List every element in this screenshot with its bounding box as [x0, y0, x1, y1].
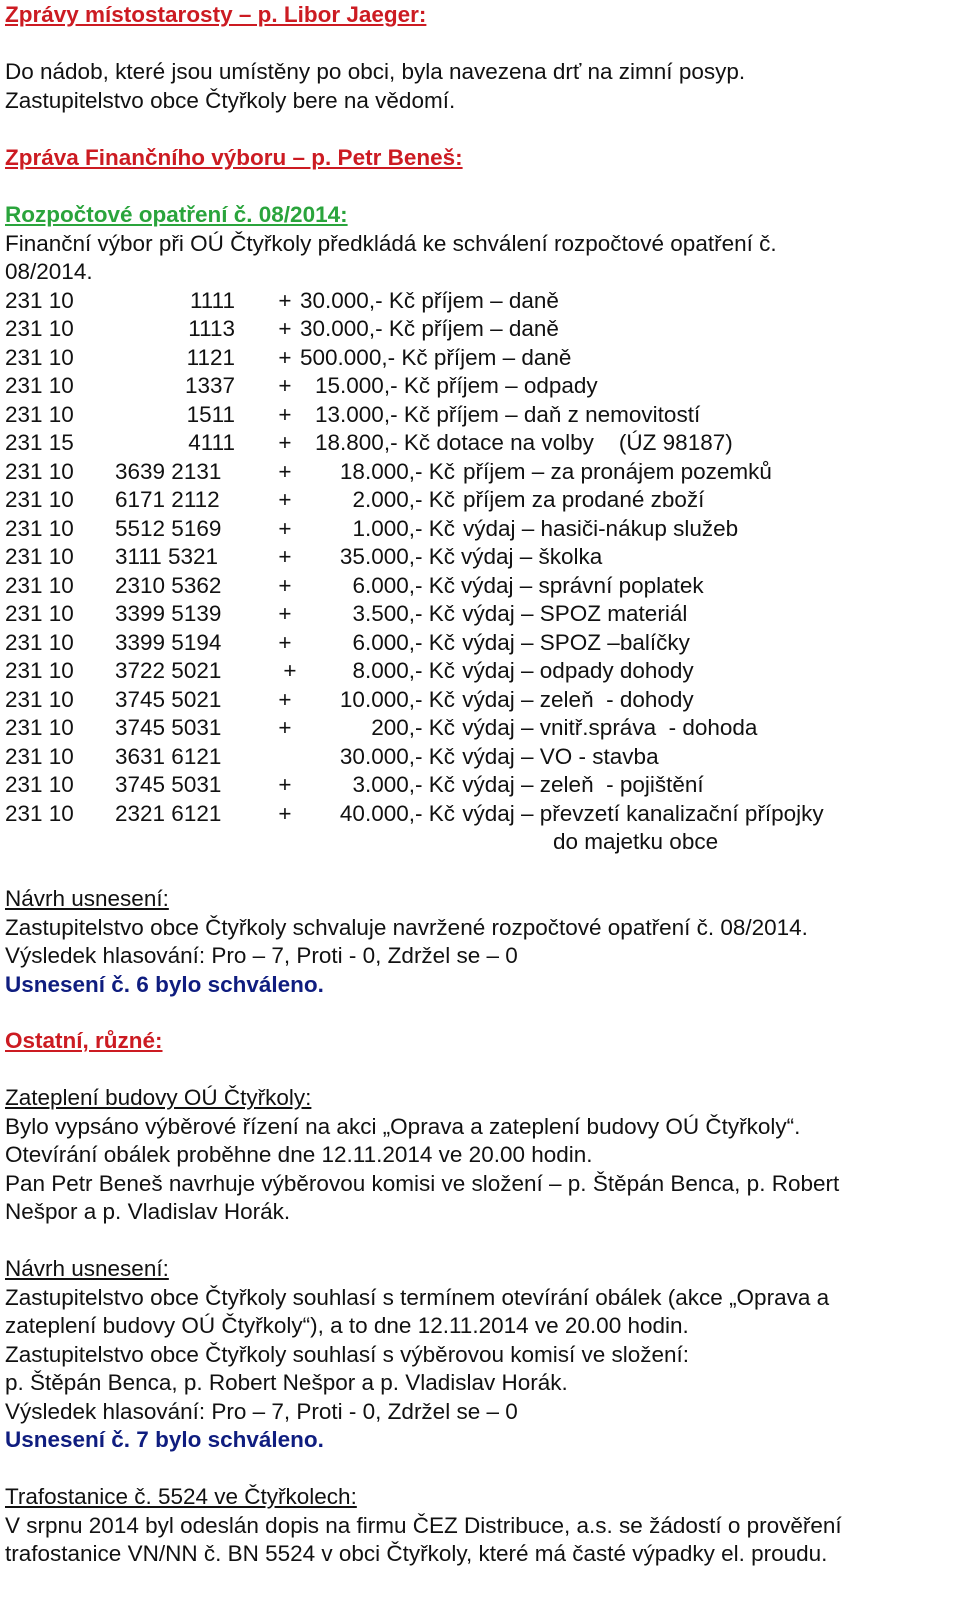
budget-sign: +	[278, 316, 292, 341]
budget-code: 3631 6121	[115, 744, 222, 769]
budget-sign: +	[278, 544, 292, 569]
resolution-approved: Usnesení č. 7 bylo schváleno.	[5, 1427, 324, 1452]
budget-code: 3399 5194	[115, 630, 222, 655]
budget-account: 231 15	[5, 430, 74, 455]
budget-amount: 3.000,- Kč	[352, 772, 455, 797]
budget-sign: +	[278, 402, 292, 427]
heading-financni-vybor: Zpráva Finančního výboru – p. Petr Beneš:	[5, 145, 463, 170]
budget-amount: 18.800,- Kč dotace na volby (ÚZ 98187)	[315, 430, 733, 455]
budget-description: výdaj – SPOZ –balíčky	[456, 630, 690, 655]
budget-account: 231 10	[5, 744, 74, 769]
budget-row	[5, 770, 955, 799]
budget-row	[5, 314, 955, 343]
budget-description: výdaj – vnitř.správa - dohoda	[456, 715, 758, 740]
budget-sign: +	[278, 601, 292, 626]
budget-code: 3722 5021	[115, 658, 222, 683]
paragraph-line: Zastupitelstvo obce Čtyřkoly souhlasí s výběrovou komisí ve složení:	[5, 1342, 690, 1367]
budget-amount: 18.000,- Kč	[339, 459, 455, 484]
budget-code: 3745 5031	[115, 772, 222, 797]
budget-code: 3639 2131	[115, 459, 222, 484]
budget-sign: +	[278, 516, 292, 541]
budget-code: 3111 5321	[115, 544, 219, 569]
heading-mistostarosta: Zprávy místostarosty – p. Libor Jaeger:	[5, 2, 427, 27]
budget-account: 231 10	[5, 373, 74, 398]
paragraph-line: Zastupitelstvo obce Čtyřkoly schvaluje navržené rozpočtové opatření č. 08/2014.	[5, 915, 808, 940]
paragraph-line: Pan Petr Beneš navrhuje výběrovou komisi ve složení – p. Štěpán Benca, p. Robert	[5, 1171, 840, 1196]
budget-sign: +	[278, 430, 292, 455]
budget-description: výdaj – převzetí kanalizační přípojky	[456, 801, 824, 826]
paragraph-line: zateplení budovy OÚ Čtyřkoly“), a to dne 12.11.2014 ve 20.00 hodin.	[5, 1313, 689, 1338]
vote-result: Výsledek hlasování: Pro – 7, Proti - 0, Zdržel se – 0	[5, 943, 518, 968]
budget-sign: +	[278, 687, 292, 712]
budget-item: 1121	[186, 345, 235, 370]
navrh-usneseni-label: Návrh usnesení:	[5, 1256, 169, 1281]
budget-row	[5, 400, 955, 429]
budget-item: 1511	[186, 402, 235, 427]
budget-sign: +	[278, 373, 292, 398]
budget-row	[5, 656, 955, 685]
budget-description: příjem – za pronájem pozemků	[463, 459, 772, 484]
budget-item: 1337	[184, 373, 235, 398]
budget-code: 3745 5031	[115, 715, 222, 740]
budget-description-continuation: do majetku obce	[553, 829, 719, 854]
paragraph-line: 08/2014.	[5, 259, 93, 284]
resolution-approved: Usnesení č. 6 bylo schváleno.	[5, 972, 324, 997]
budget-description: příjem za prodané zboží	[463, 487, 705, 512]
budget-row	[5, 742, 955, 771]
budget-account: 231 10	[5, 544, 74, 569]
budget-amount: 40.000,- Kč	[339, 801, 455, 826]
budget-item: 4111	[188, 430, 235, 455]
budget-amount: 2.000,- Kč	[352, 487, 455, 512]
budget-account: 231 10	[5, 459, 74, 484]
budget-account: 231 10	[5, 687, 74, 712]
budget-sign: +	[278, 573, 292, 598]
budget-description: výdaj – VO - stavba	[456, 744, 659, 769]
budget-account: 231 10	[5, 516, 74, 541]
budget-item: 1111	[189, 288, 235, 313]
budget-code: 3399 5139	[115, 601, 222, 626]
vote-result: Výsledek hlasování: Pro – 7, Proti - 0, Zdržel se – 0	[5, 1399, 518, 1424]
budget-row	[5, 599, 955, 628]
budget-sign: +	[283, 658, 297, 683]
budget-amount: 3.500,- Kč	[352, 601, 455, 626]
budget-amount: 35.000,- Kč	[339, 544, 455, 569]
budget-account: 231 10	[5, 288, 74, 313]
budget-row	[5, 286, 955, 315]
budget-amount: 6.000,- Kč	[352, 573, 455, 598]
budget-row	[5, 371, 955, 400]
heading-ostatni: Ostatní, různé:	[5, 1028, 163, 1053]
budget-row	[5, 628, 955, 657]
budget-item: 1113	[188, 316, 235, 341]
budget-row	[5, 542, 955, 571]
subheading-rozpoctove-opatreni: Rozpočtové opatření č. 08/2014:	[5, 202, 348, 227]
budget-amount: 500.000,- Kč příjem – daně	[300, 345, 572, 370]
budget-amount: 8.000,- Kč	[352, 658, 455, 683]
paragraph-line: Zastupitelstvo obce Čtyřkoly souhlasí s termínem otevírání obálek (akce „Oprava a	[5, 1285, 830, 1310]
budget-amount: 10.000,- Kč	[339, 687, 455, 712]
budget-account: 231 10	[5, 316, 74, 341]
paragraph-line: p. Štěpán Benca, p. Robert Nešpor a p. Vladislav Horák.	[5, 1370, 568, 1395]
paragraph-line: Nešpor a p. Vladislav Horák.	[5, 1199, 291, 1224]
subheading-zatepleni: Zateplení budovy OÚ Čtyřkoly:	[5, 1085, 312, 1110]
paragraph-line: Bylo vypsáno výběrové řízení na akci „Oprava a zateplení budovy OÚ Čtyřkoly“.	[5, 1114, 801, 1139]
budget-amount: 1.000,- Kč	[352, 516, 455, 541]
paragraph-line: Zastupitelstvo obce Čtyřkoly bere na vědomí.	[5, 88, 456, 113]
budget-row	[5, 485, 955, 514]
budget-account: 231 10	[5, 573, 74, 598]
budget-row	[5, 713, 955, 742]
budget-account: 231 10	[5, 772, 74, 797]
budget-account: 231 10	[5, 658, 74, 683]
budget-description: výdaj – SPOZ materiál	[456, 601, 688, 626]
budget-row	[5, 428, 955, 457]
budget-account: 231 10	[5, 630, 74, 655]
budget-description: výdaj – hasiči-nákup služeb	[463, 516, 739, 541]
budget-row	[5, 514, 955, 543]
budget-description: výdaj – zeleň - dohody	[456, 687, 694, 712]
budget-row	[5, 571, 955, 600]
budget-code: 6171 2112	[115, 487, 220, 512]
budget-amount: 15.000,- Kč příjem – odpady	[315, 373, 598, 398]
budget-account: 231 10	[5, 715, 74, 740]
paragraph-line: V srpnu 2014 byl odeslán dopis na firmu ČEZ Distribuce, a.s. se žádostí o prověření	[5, 1513, 842, 1538]
budget-amount: 6.000,- Kč	[352, 630, 455, 655]
budget-account: 231 10	[5, 801, 74, 826]
budget-code: 2310 5362	[115, 573, 222, 598]
budget-sign: +	[278, 801, 292, 826]
subheading-trafostanice: Trafostanice č. 5524 ve Čtyřkolech:	[5, 1484, 357, 1509]
paragraph-line: trafostanice VN/NN č. BN 5524 v obci Čtyřkoly, které má časté výpadky el. proudu.	[5, 1541, 828, 1566]
navrh-usneseni-label: Návrh usnesení:	[5, 886, 169, 911]
budget-sign: +	[278, 345, 292, 370]
budget-row	[5, 799, 955, 828]
budget-description: výdaj – správní poplatek	[461, 573, 704, 598]
paragraph-line: Do nádob, které jsou umístěny po obci, byla navezena drť na zimní posyp.	[5, 59, 746, 84]
budget-account: 231 10	[5, 345, 74, 370]
budget-amount: 30.000,- Kč příjem – daně	[300, 316, 559, 341]
budget-sign: +	[278, 772, 292, 797]
budget-code: 5512 5169	[115, 516, 222, 541]
budget-sign: +	[278, 459, 292, 484]
budget-description: výdaj – zeleň - pojištění	[456, 772, 704, 797]
paragraph-line: Otevírání obálek proběhne dne 12.11.2014 ve 20.00 hodin.	[5, 1142, 593, 1167]
budget-amount: 30.000,- Kč příjem – daně	[300, 288, 559, 313]
paragraph-line: Finanční výbor při OÚ Čtyřkoly předkládá ke schválení rozpočtové opatření č.	[5, 231, 777, 256]
budget-sign: +	[278, 630, 292, 655]
budget-amount: 30.000,- Kč	[339, 744, 455, 769]
budget-description: výdaj – školka	[461, 544, 603, 569]
budget-sign: +	[278, 487, 292, 512]
budget-account: 231 10	[5, 402, 74, 427]
budget-row	[5, 343, 955, 372]
budget-sign: +	[278, 715, 292, 740]
budget-account: 231 10	[5, 487, 74, 512]
budget-row	[5, 457, 955, 486]
budget-code: 3745 5021	[115, 687, 222, 712]
budget-amount: 200,- Kč	[371, 715, 455, 740]
budget-sign: +	[278, 288, 292, 313]
budget-account: 231 10	[5, 601, 74, 626]
budget-description: výdaj – odpady dohody	[456, 658, 694, 683]
budget-amount: 13.000,- Kč příjem – daň z nemovitostí	[315, 402, 701, 427]
budget-code: 2321 6121	[115, 801, 222, 826]
budget-row	[5, 685, 955, 714]
